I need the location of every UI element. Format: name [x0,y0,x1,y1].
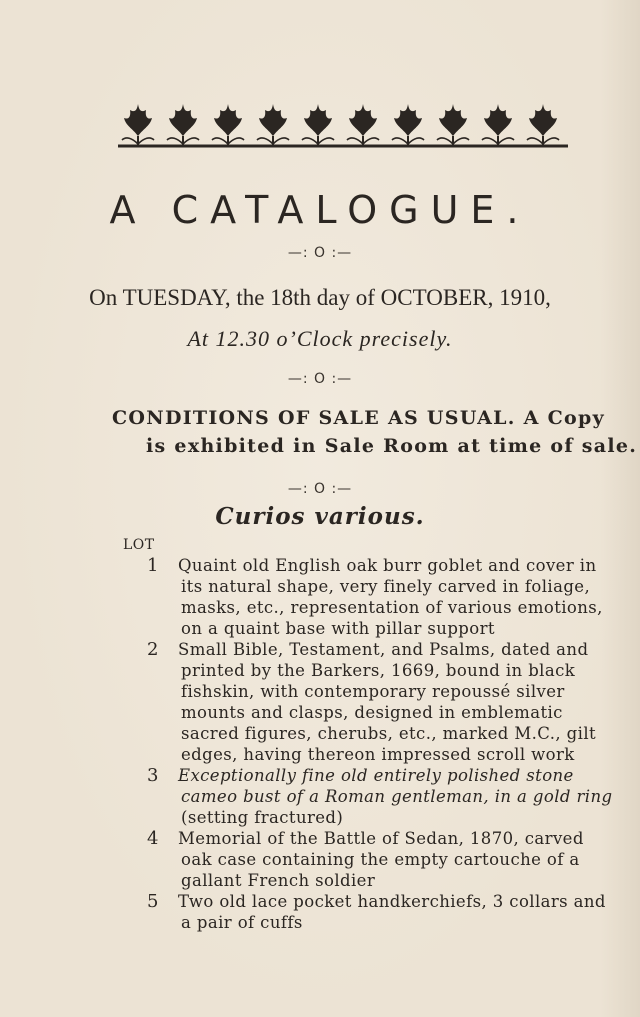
lot-list [124,555,613,933]
lot-desc-line: Memorial of the Battle of Sedan, 1870, carved [178,829,584,848]
separator-2: —: O :— [287,371,353,387]
lot-desc-line: edges, having thereon impressed scroll work [181,745,575,764]
lot-number: 3 [147,765,159,786]
lot-desc-line: masks, etc., representation of various emotions, [181,598,603,617]
lot-number: 4 [147,828,159,849]
catalogue-title: A CATALOGUE. [109,188,531,232]
separator-3: —: O :— [287,481,353,497]
lot-desc-line: Two old lace pocket handkerchiefs, 3 collars and [178,892,606,911]
lot-desc-line: fishskin, with contemporary repoussé silver [181,682,565,701]
lot-item-3 [124,765,613,828]
separator-1: —: O :— [287,245,353,261]
lot-desc-line: printed by the Barkers, 1669, bound in black [181,661,576,680]
lot-number: 1 [147,555,159,576]
lot-desc-line: sacred figures, cherubs, etc., marked M.C., gilt [181,724,597,743]
lot-desc-line: a pair of cuffs [181,913,303,932]
lot-item-2 [124,639,597,765]
lot-item-5 [124,891,606,933]
lot-item-4 [124,828,584,891]
lot-desc-line: cameo bust of a Roman gentleman, in a gold ring [181,787,613,806]
lot-desc-line: on a quaint base with pillar support [181,619,495,638]
lot-desc-line: Small Bible, Testament, and Psalms, dated and [178,640,589,659]
lot-number: 5 [147,891,159,912]
lot-item-1 [124,555,603,639]
conditions-line-2: is exhibited in Sale Room at time of sale. [146,435,638,457]
lot-desc-line: (setting fractured) [181,808,344,827]
lot-desc-line: Quaint old English oak burr goblet and cover in [178,556,597,575]
lot-column-header: LOT [123,537,155,553]
lot-desc-line: gallant French soldier [181,871,376,890]
lot-desc-line: its natural shape, very finely carved in foliage, [181,577,591,596]
section-heading: Curios various. [215,503,425,530]
conditions-of-sale [112,404,638,460]
leaf-ornament-border [116,104,576,150]
sale-date: On TUESDAY, the 18th day of OCTOBER, 1910, [89,285,551,310]
lot-desc-line: oak case containing the empty cartouche of a [181,850,580,869]
conditions-line-1: CONDITIONS OF SALE AS USUAL. A Copy [112,407,605,429]
sale-time: At 12.30 o’Clock precisely. [187,326,453,351]
lot-desc-line: mounts and clasps, designed in emblematic [181,703,563,722]
lot-desc-line: Exceptionally fine old entirely polished stone [178,766,574,785]
lot-number: 2 [147,639,159,660]
